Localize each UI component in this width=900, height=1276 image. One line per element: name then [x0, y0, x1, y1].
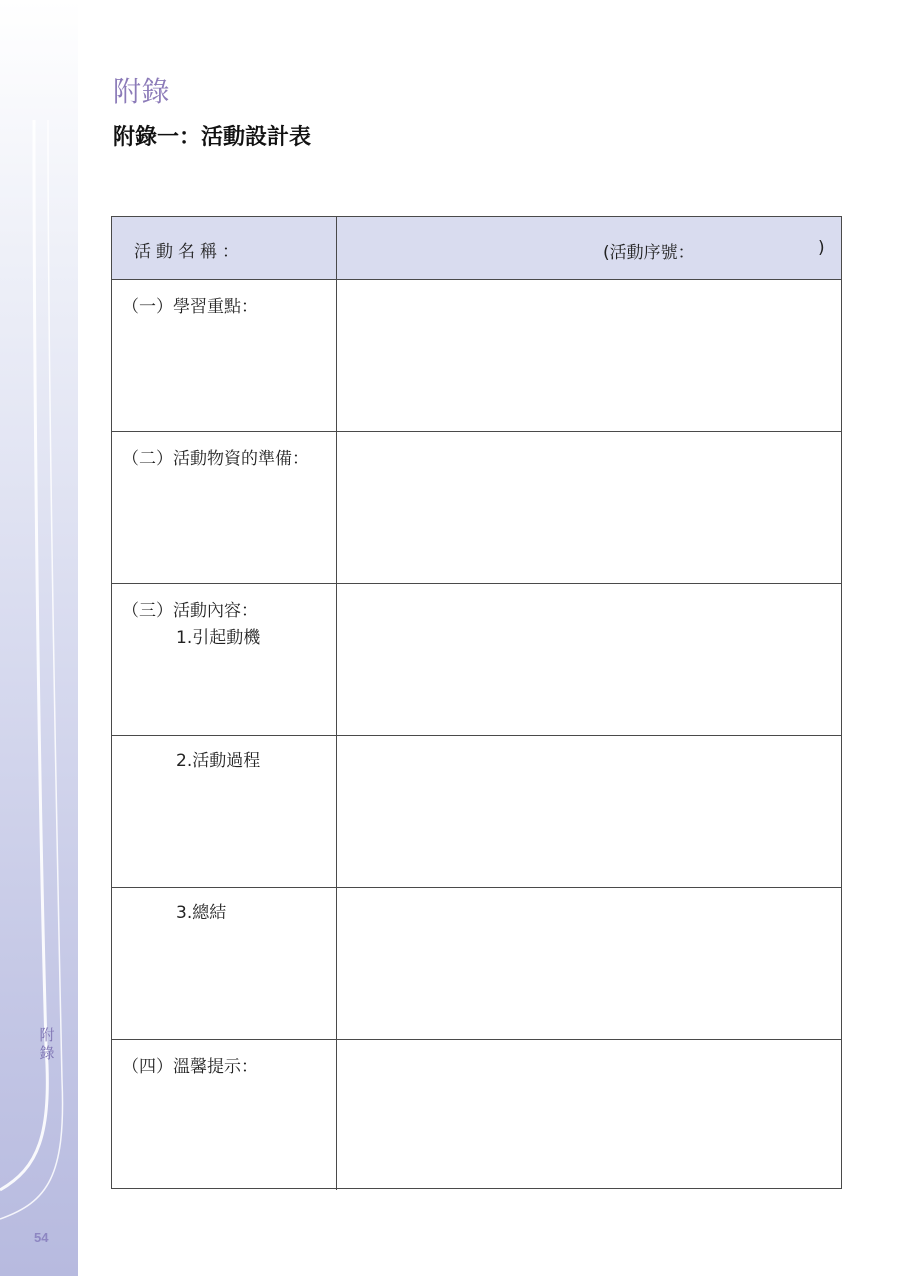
form-row-activity-content — [112, 584, 841, 736]
summary-label: 3.總結 — [176, 903, 227, 923]
learning-focus-label: （一）學習重點： — [122, 297, 258, 317]
column-divider — [336, 888, 337, 1039]
form-header-row — [112, 217, 841, 280]
form-row-warm-tips — [112, 1040, 841, 1190]
form-row-activity-process — [112, 736, 841, 888]
column-divider — [336, 584, 337, 735]
motivation-sub-label: 1.引起動機 — [176, 628, 261, 648]
activity-content-label: （三）活動內容： — [122, 601, 258, 621]
activity-process-label: 2.活動過程 — [176, 751, 261, 771]
appendix-title: 附錄 — [113, 75, 171, 108]
activity-number-close-parenthesis: ) — [818, 238, 825, 258]
page-number: 54 — [34, 1230, 49, 1245]
activity-number-label: (活動序號： — [603, 243, 695, 263]
side-curve-decoration — [0, 0, 78, 1276]
column-divider — [336, 1040, 337, 1190]
column-divider — [336, 736, 337, 887]
activity-design-form-table — [111, 216, 842, 1189]
side-appendix-label: 附 錄 — [39, 1026, 55, 1062]
column-divider — [336, 432, 337, 583]
warm-tips-label: （四）溫馨提示： — [122, 1057, 258, 1077]
form-row-summary — [112, 888, 841, 1040]
column-divider — [336, 280, 337, 431]
activity-name-label: 活動名稱： — [134, 242, 244, 262]
form-row-learning-focus — [112, 280, 841, 432]
column-divider — [336, 217, 337, 279]
materials-preparation-label: （二）活動物資的準備： — [122, 449, 309, 469]
form-row-materials-preparation — [112, 432, 841, 584]
form-title: 附錄一：活動設計表 — [113, 125, 312, 150]
